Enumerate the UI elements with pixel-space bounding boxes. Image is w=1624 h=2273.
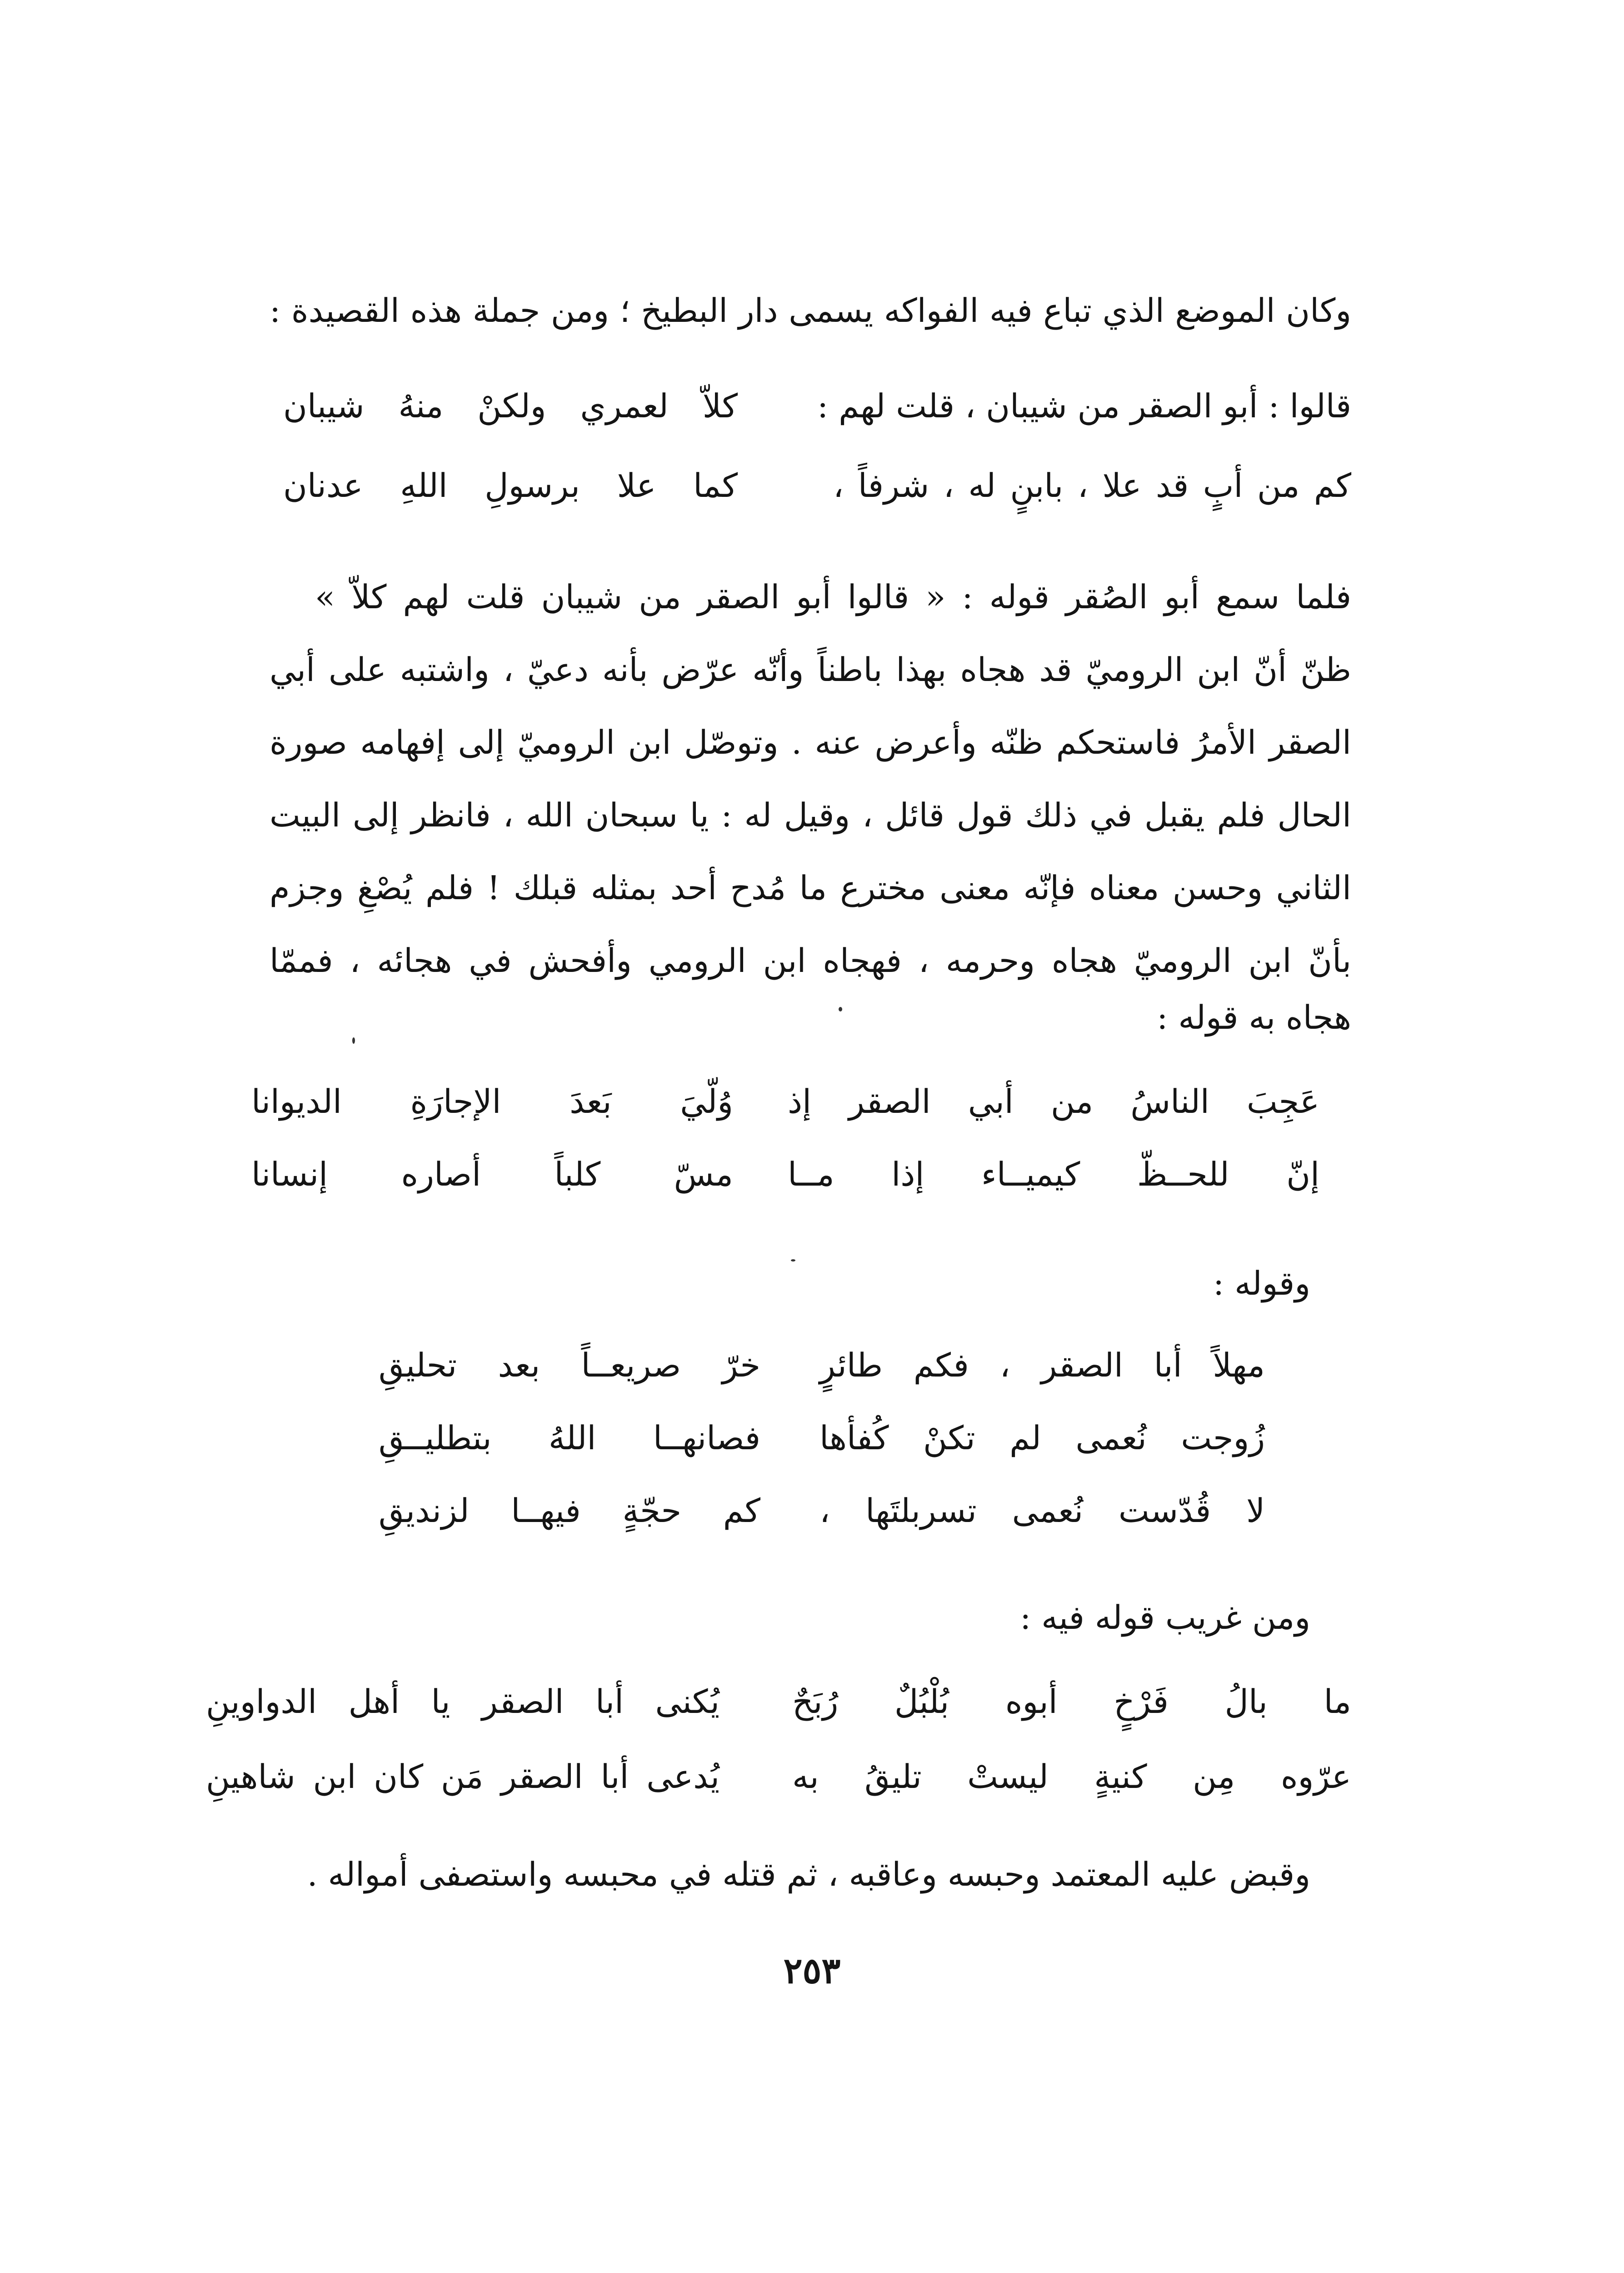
- poem1-verse2-second-hemistich: كما علا برسولِ اللهِ عدنان: [283, 466, 738, 505]
- paragraph-line-7: هجاه به قوله :: [1157, 998, 1351, 1036]
- scan-speck: [839, 1007, 842, 1011]
- paragraph-line-3: الصقر الأمرُ فاستحكم ظنّه وأعرض عنه . وتوصّل ابن الروميّ إلى إفهامه صورة: [270, 723, 1351, 761]
- section-label-3: ومن غريب قوله فيه :: [1020, 1598, 1310, 1637]
- scan-speck: [352, 1037, 355, 1044]
- section-label-2: وقوله :: [1213, 1264, 1310, 1302]
- paragraph-line-1: فلما سمع أبو الصُقر قوله : « قالوا أبو الصقر من شيبان قلت لهم كلاّ »: [315, 578, 1351, 616]
- paragraph-line-5: الثاني وحسن معناه فإنّه معنى مخترع ما مُدح أحد بمثله قبلك ! فلم يُصْغِ وجزم: [270, 869, 1351, 907]
- poem2-verse2-first-hemistich: إنّ للحــظّ كيميــاء إذا مــا: [788, 1155, 1319, 1193]
- paragraph-line-6: بأنّ ابن الروميّ هجاه وحرمه ، فهجاه ابن الرومي وأفحش في هجائه ، فممّا: [270, 941, 1351, 980]
- poem4-verse1-first-hemistich: ما بالُ فَرْخٍ أبوه بُلْبُلٌ رُبَحٌ: [792, 1682, 1351, 1721]
- scan-speck: [791, 1259, 795, 1262]
- poem2-verse1-first-hemistich: عَجِبَ الناسُ من أبي الصقر إذ: [788, 1082, 1319, 1121]
- poem3-verse1-second-hemistich: خرّ صريعــاً بعد تحليقِ: [379, 1346, 760, 1384]
- poem2-verse1-second-hemistich: وُلّيَ بَعدَ الإجارَةِ الديوانا: [251, 1082, 733, 1121]
- poem4-verse2-first-hemistich: عرّوه مِن كنيةٍ ليستْ تليقُ به: [792, 1757, 1351, 1796]
- poem1-verse1-first-hemistich: قالوا : أبو الصقر من شيبان ، قلت لهم :: [817, 387, 1351, 425]
- poem3-verse3-second-hemistich: كم حجّةٍ فيهــا لزنديقِ: [379, 1492, 760, 1530]
- poem3-verse2-second-hemistich: فصانهــا اللهُ بتطليــقِ: [379, 1419, 760, 1457]
- poem1-verse2-first-hemistich: كم من أبٍ قد علا ، بابنٍ له ، شرفاً ،: [833, 466, 1351, 505]
- closing-line: وقبض عليه المعتمد وحبسه وعاقبه ، ثم قتله في محبسه واستصفى أمواله .: [307, 1855, 1310, 1893]
- poem3-verse1-first-hemistich: مهلاً أبا الصقر ، فكم طائرٍ: [819, 1346, 1265, 1384]
- page-number: ٢٥٣: [783, 1950, 841, 1992]
- poem4-verse1-second-hemistich: يُكنى أبا الصقر يا أهل الدواوينِ: [206, 1682, 720, 1721]
- poem1-verse1-second-hemistich: كلاّ لعمري ولكنْ منهُ شيبان: [283, 387, 738, 425]
- paragraph-line-2: ظنّ أنّ ابن الروميّ قد هجاه بهذا باطناً وأنّه عرّض بأنه دعيّ ، واشتبه على أبي: [270, 651, 1351, 689]
- intro-line: وكان الموضع الذي تباع فيه الفواكه يسمى دار البطيخ ؛ ومن جملة هذه القصيدة :: [270, 291, 1351, 330]
- poem4-verse2-second-hemistich: يُدعى أبا الصقر مَن كان ابن شاهينِ: [206, 1757, 720, 1796]
- poem3-verse2-first-hemistich: زُوجت نُعمى لم تكنْ كُفأها: [819, 1419, 1265, 1457]
- paragraph-line-4: الحال فلم يقبل في ذلك قول قائل ، وقيل له : يا سبحان الله ، فانظر إلى البيت: [270, 796, 1351, 834]
- poem2-verse2-second-hemistich: مسّ كلباً أصاره إنسانا: [251, 1155, 733, 1193]
- poem3-verse3-first-hemistich: لا قُدّست نُعمى تسربلتَها ،: [819, 1492, 1265, 1530]
